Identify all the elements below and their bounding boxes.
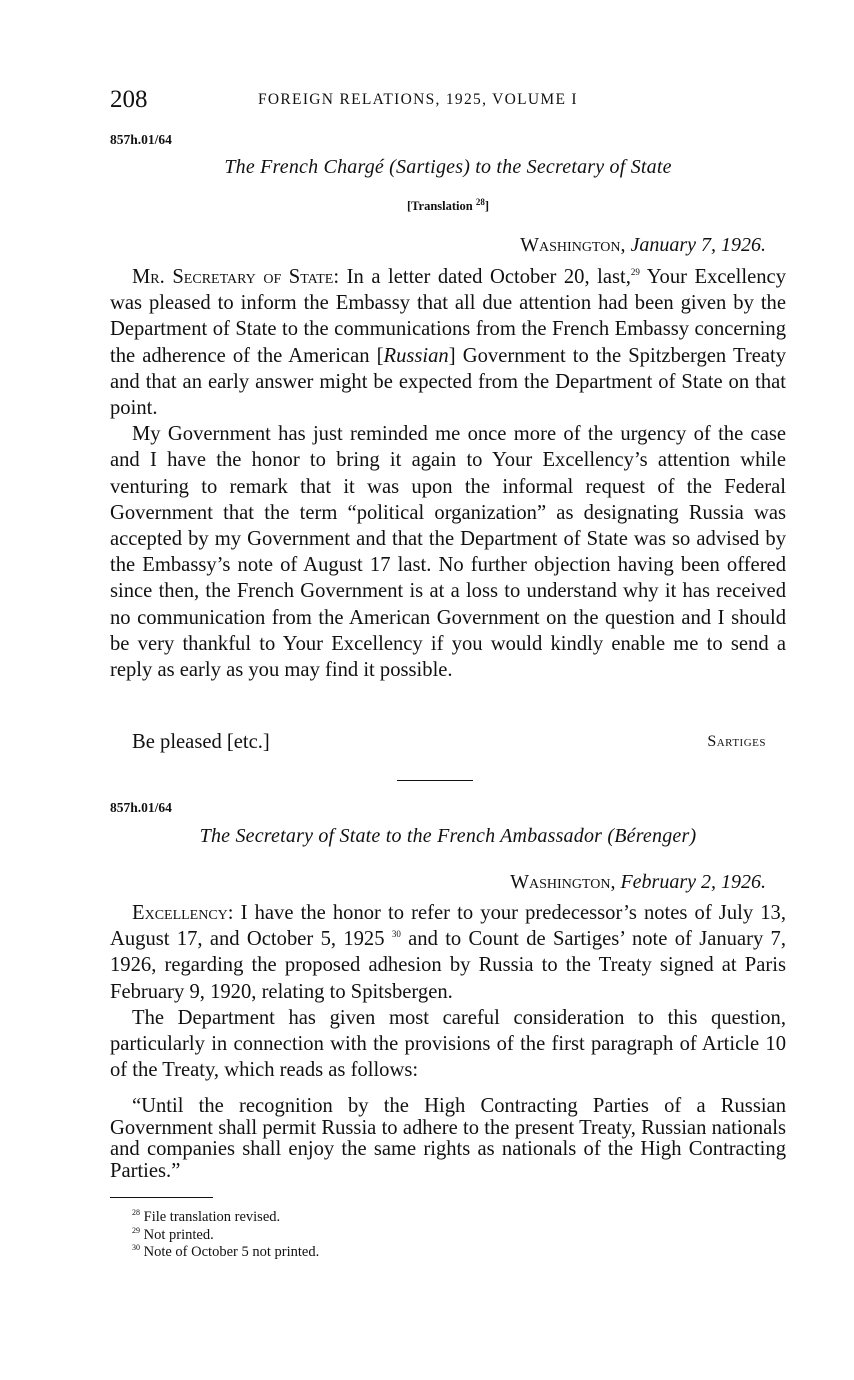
dateline	[510, 871, 766, 894]
footnote-number: 29	[132, 1225, 140, 1235]
paragraph	[110, 264, 786, 421]
closing	[110, 731, 766, 754]
paragraph	[110, 900, 786, 1005]
signature: Sartiges	[707, 733, 766, 750]
salutation: Mr. Secretary of State:	[132, 266, 340, 288]
footnote-number: 30	[132, 1243, 140, 1253]
running-title: FOREIGN RELATIONS, 1925, VOLUME I	[258, 91, 578, 108]
footnote	[132, 1209, 319, 1227]
dateline-date: January 7, 1926.	[630, 234, 766, 256]
page-number: 208	[110, 86, 148, 113]
paragraph-text: In a letter dated October 20, last,	[339, 266, 631, 288]
paragraph-text: I have the honor to refer to your predecessor’s notes of July 13, August 17, and October 5, 1925	[110, 902, 786, 951]
running-head	[110, 86, 790, 116]
dateline-place: Washington,	[520, 234, 626, 256]
footnotes	[132, 1209, 319, 1262]
paragraph: The Department has given most careful consideration to this question, particularly in connection with the provisions of the first paragraph of Article 10 of the Treaty, which reads as follows:	[110, 1006, 786, 1082]
footnote-number: 28	[132, 1208, 140, 1218]
editorial-insert: Russian	[383, 344, 449, 367]
footnote-rule	[110, 1197, 213, 1198]
treaty-quote	[110, 1096, 786, 1182]
quote-text: “Until the recognition by the High Contracting Parties of a Russian Government shall permit Russia to adhere to the present Treaty, Russian nationals and companies shall enjoy the same rights as nationals of the High Contracting Parties.”	[110, 1095, 786, 1182]
dateline-date: February 2, 1926.	[620, 871, 766, 893]
translation-note: [Translation $^{28}$]	[406, 196, 490, 213]
document-title: The French Chargé (Sartiges) to the Secretary of State	[224, 156, 672, 178]
footnote-text: Not printed.	[143, 1226, 214, 1243]
file-number: 857h.01/64	[110, 800, 172, 815]
letter-body	[110, 900, 786, 1083]
footnote-ref: 28	[475, 196, 485, 207]
paragraph-text: Your Excellency was pleased to inform the Embassy that all due attention had been given by the Department of State to the communications from the French Embassy concerning the adherence of the American [	[110, 266, 786, 367]
footnote	[132, 1244, 319, 1262]
translation-label: [Translation	[406, 199, 473, 213]
dateline-place: Washington,	[510, 871, 616, 893]
footnote-ref: 29	[630, 267, 640, 278]
paragraph-text: and to Count de Sartiges’ note of January 7, 1926, regarding the proposed adhesion by Russia to the Treaty signed at Paris February 9, 1920, relating to Spitsbergen.	[110, 928, 787, 1003]
closing-text: Be pleased [etc.]	[132, 731, 270, 753]
paragraph-text: ] Government to the Spitzbergen Treaty and that an early answer might be expected from the Department of State on that point.	[110, 344, 786, 420]
footnote-text: File translation revised.	[143, 1209, 281, 1225]
salutation: Excellency:	[132, 902, 234, 924]
letter-body	[110, 264, 786, 683]
footnote-ref: 30	[391, 929, 401, 940]
file-number: 857h.01/64	[110, 132, 172, 147]
separator-rule	[397, 780, 473, 781]
paragraph: My Government has just reminded me once more of the urgency of the case and I have the honor to bring it again to Your Excellency’s attention while venturing to remark that it was upon the informal request of the Federal Government that the term “political organization” as designating Russia was accepted by my Government and that the Department of State was so advised by the Embassy’s note of August 17 last. No further objection having been offered since then, the French Government is at a loss to understand why it has received no communication from the American Government on the question and I should be very thankful to Your Excellency if you would kindly enable me to send a reply as early as you may find it possible.	[110, 423, 786, 682]
footnote-text: Note of October 5 not printed.	[143, 1244, 320, 1260]
dateline	[520, 234, 766, 257]
footnote	[132, 1227, 319, 1245]
document-title: The Secretary of State to the French Ambassador (Bérenger)	[199, 825, 697, 847]
